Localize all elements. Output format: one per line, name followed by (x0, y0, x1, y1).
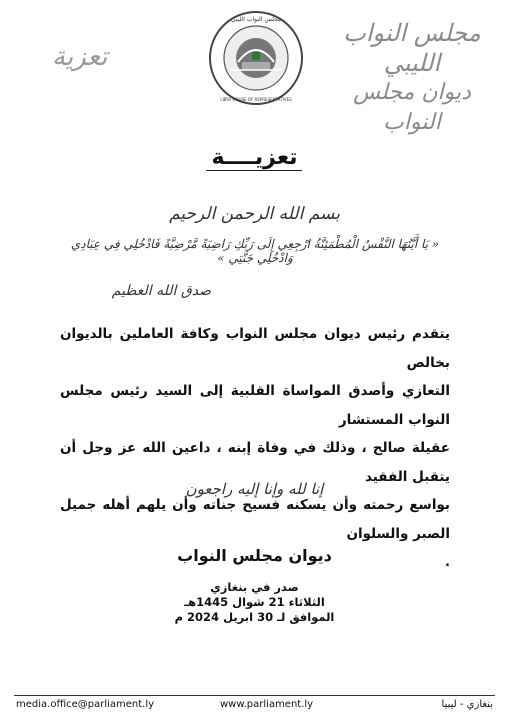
footer-email[interactable]: media.office@parliament.ly (16, 699, 155, 710)
body-line: التعازي وأصدق المواساة القلبية إلى السيد رئيس مجلس النواب المستشار (60, 383, 450, 428)
body-line: بواسع رحمته وأن يسكنه فسيح جناته وأن يلهم أهله جميل الصبر والسلوان (60, 497, 450, 542)
inna-lillah: إنا لله وإنا إليه راجعون (185, 480, 324, 498)
letterhead-title-arabic (337, 18, 487, 138)
document-title: تعزيــــة (211, 145, 298, 170)
sadaqa-allah: صدق الله العظيم (111, 283, 211, 299)
quran-verse: « يَا أَيَّتُهَا النَّفْسُ الْمُطْمَئِنَّةُ ارْجِعِي إِلَى رَبِّكِ رَاضِيَةً مَّرْضِيَّةً فَادْخُلِي فِي عِبَادِي وَادْخُلِي جَنَّتِي » (70, 237, 440, 265)
title-underline (206, 170, 302, 171)
signer: ديوان مجلس النواب (177, 546, 332, 565)
letterhead-line-1: مجلس النواب الليبي (343, 19, 481, 77)
condolence-label: تعزية (52, 42, 108, 72)
issued-place: صدر في بنغازي (210, 580, 299, 594)
condolence-body (60, 320, 450, 577)
body-line: عقيلة صالح ، وذلك في وفاة إبنه ، داعين الله عز وجل أن يتقبل الفقيد (60, 440, 450, 485)
hijri-date: الثلاثاء 21 شوال 1445هـ (184, 595, 325, 609)
body-line: يتقدم رئيس ديوان مجلس النواب وكافة العاملين بالديوان بخالص (60, 326, 450, 371)
date-block (0, 580, 509, 625)
seal-top-text: مجلس النواب الليبي (230, 16, 282, 23)
basmala: بسم الله الرحمن الرحيم (169, 204, 340, 224)
parliament-seal-logo (208, 10, 304, 106)
footer-website[interactable]: www.parliament.ly (220, 699, 314, 710)
body-line: . (444, 554, 450, 570)
footer-divider (14, 695, 495, 696)
seal-bottom-text: LIBYA HOUSE OF REPRESENTATIVES (220, 97, 292, 102)
letterhead-line-2: ديوان مجلس النواب (353, 80, 471, 135)
footer-location: بنغازي - ليبيا (441, 699, 493, 710)
gregorian-date: الموافق لـ 30 ابريل 2024 م (174, 610, 335, 624)
